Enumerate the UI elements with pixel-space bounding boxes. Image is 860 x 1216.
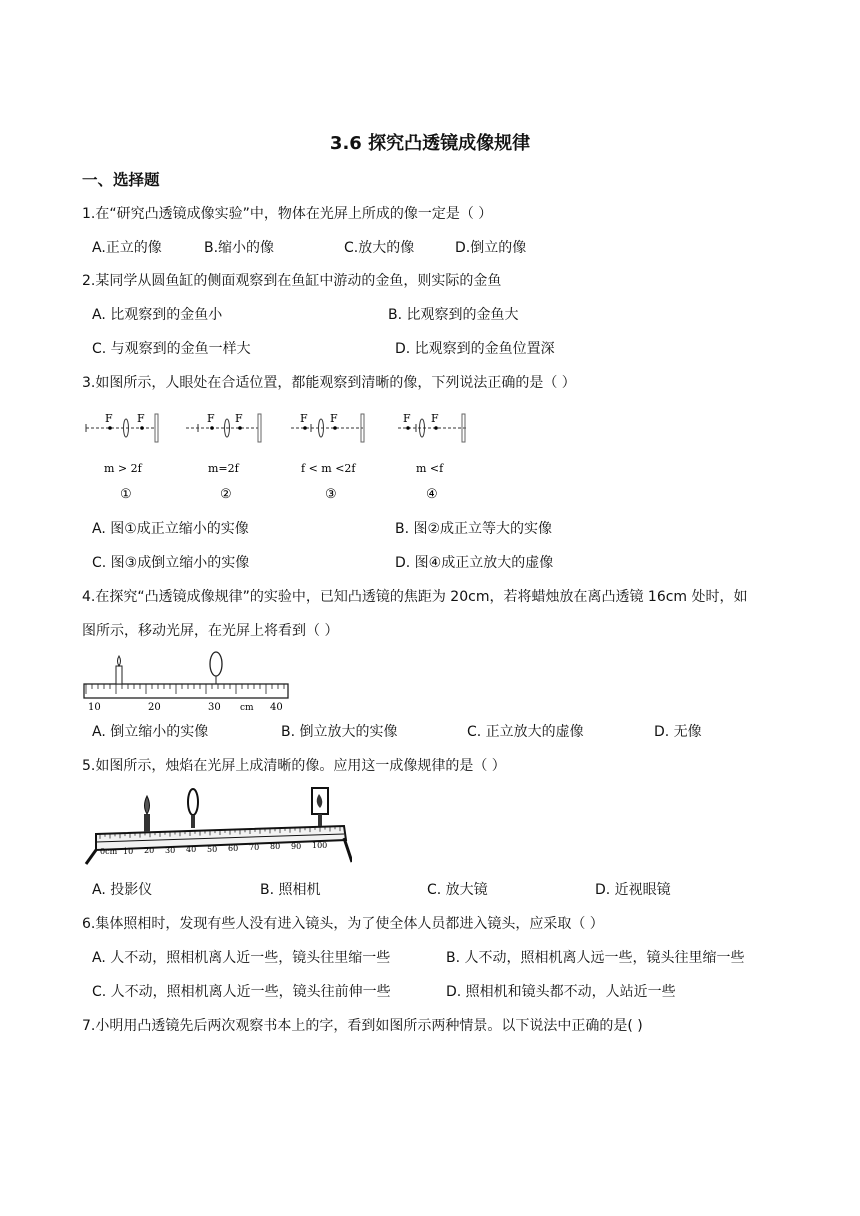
q3-diagram-2 xyxy=(186,412,261,502)
section-heading: 一、选择题 xyxy=(82,171,160,189)
q3-d3-caption: f < m <2f xyxy=(301,462,356,475)
q3-d2-f-left: F xyxy=(207,412,215,425)
q5-tick-40: 40 xyxy=(186,845,197,854)
q5-tick-70: 70 xyxy=(249,843,260,852)
q5-tick-0: 0cm xyxy=(100,847,118,856)
q5-tick-90: 90 xyxy=(291,842,302,851)
q3-d2-f-right: F xyxy=(235,412,243,425)
q4-tick-40: 40 xyxy=(270,702,283,712)
q3-lens-diagrams xyxy=(82,400,482,508)
question-2-stem: 2.某同学从圆鱼缸的侧面观察到在鱼缸中游动的金鱼，则实际的金鱼 xyxy=(82,273,502,289)
q3-d3-number: ③ xyxy=(325,487,337,502)
q3-d3-f-right: F xyxy=(330,412,338,425)
q2-option-a: A. 比观察到的金鱼小 xyxy=(92,307,223,323)
q5-tick-60: 60 xyxy=(228,844,239,853)
q6-option-d: D. 照相机和镜头都不动，人站近一些 xyxy=(446,984,676,1000)
q3-d1-f-right: F xyxy=(137,412,145,425)
q1-option-a: A.正立的像 xyxy=(92,240,162,256)
q4-option-d: D. 无像 xyxy=(654,724,702,740)
q6-option-a: A. 人不动，照相机离人近一些，镜头往里缩一些 xyxy=(92,950,391,966)
question-4-stem-line-2: 图所示，移动光屏，在光屏上将看到（ ） xyxy=(82,623,339,639)
q4-optical-bench xyxy=(82,648,292,712)
q6-option-b: B. 人不动，照相机离人远一些，镜头往里缩一些 xyxy=(446,950,745,966)
q3-d1-number: ① xyxy=(120,487,132,502)
q6-option-c: C. 人不动，照相机离人近一些，镜头往前伸一些 xyxy=(92,984,391,1000)
q5-tick-20: 20 xyxy=(144,846,155,855)
q3-option-d: D. 图④成正立放大的虚像 xyxy=(395,555,554,571)
q3-diagram-4 xyxy=(398,412,466,502)
q3-option-b: B. 图②成正立等大的实像 xyxy=(395,521,553,537)
question-3-stem: 3.如图所示，人眼处在合适位置，都能观察到清晰的像，下列说法正确的是（ ） xyxy=(82,375,576,391)
q3-d4-number: ④ xyxy=(426,487,438,502)
q2-option-c: C. 与观察到的金鱼一样大 xyxy=(92,341,251,357)
q3-d4-f-right: F xyxy=(431,412,439,425)
q2-option-b: B. 比观察到的金鱼大 xyxy=(388,307,519,323)
q3-option-a: A. 图①成正立缩小的实像 xyxy=(92,521,249,537)
q3-d1-f-left: F xyxy=(105,412,113,425)
q5-option-b: B. 照相机 xyxy=(260,882,321,898)
q5-optical-bench xyxy=(82,782,352,868)
q1-option-c: C.放大的像 xyxy=(344,240,415,256)
q3-diagram-3 xyxy=(291,412,364,502)
q3-d3-f-left: F xyxy=(300,412,308,425)
q4-tick-10: 10 xyxy=(88,702,101,712)
q5-tick-100: 100 xyxy=(312,841,328,850)
q3-d2-number: ② xyxy=(220,487,232,502)
q1-option-d: D.倒立的像 xyxy=(455,240,527,256)
q4-unit-cm: cm xyxy=(240,703,254,712)
question-6-stem: 6.集体照相时，发现有些人没有进入镜头，为了使全体人员都进入镜头，应采取（ ） xyxy=(82,916,604,932)
q2-option-d: D. 比观察到的金鱼位置深 xyxy=(395,341,555,357)
q3-d1-caption: m > 2f xyxy=(104,462,142,475)
q5-option-a: A. 投影仪 xyxy=(92,882,153,898)
q3-d4-caption: m <f xyxy=(416,462,444,475)
question-5-stem: 5.如图所示，烛焰在光屏上成清晰的像。应用这一成像规律的是（ ） xyxy=(82,758,506,774)
q3-option-c: C. 图③成倒立缩小的实像 xyxy=(92,555,250,571)
question-7-stem: 7.小明用凸透镜先后两次观察书本上的字，看到如图所示两种情景。以下说法中正确的是( ) xyxy=(82,1018,643,1034)
question-1-stem: 1.在“研究凸透镜成像实验”中，物体在光屏上所成的像一定是（ ） xyxy=(82,206,493,222)
q5-tick-10: 10 xyxy=(123,847,134,856)
q4-option-c: C. 正立放大的虚像 xyxy=(467,724,584,740)
page-title: 3.6 探究凸透镜成像规律 xyxy=(329,133,531,154)
q1-option-b: B.缩小的像 xyxy=(204,240,275,256)
q4-tick-20: 20 xyxy=(148,702,161,712)
q4-option-a: A. 倒立缩小的实像 xyxy=(92,724,209,740)
q5-tick-50: 50 xyxy=(207,845,218,854)
question-4-stem-line-1: 4.在探究“凸透镜成像规律”的实验中，已知凸透镜的焦距为 20cm，若将蜡烛放在离凸透镜 16cm 处时，如 xyxy=(82,589,748,605)
q4-tick-30: 30 xyxy=(208,702,221,712)
q3-diagram-1 xyxy=(86,412,158,502)
q3-d4-f-left: F xyxy=(403,412,411,425)
q5-option-d: D. 近视眼镜 xyxy=(595,882,671,898)
q5-tick-80: 80 xyxy=(270,842,281,851)
q3-d2-caption: m=2f xyxy=(208,462,239,475)
q5-option-c: C. 放大镜 xyxy=(427,882,488,898)
q4-option-b: B. 倒立放大的实像 xyxy=(281,724,398,740)
q5-tick-30: 30 xyxy=(165,846,176,855)
